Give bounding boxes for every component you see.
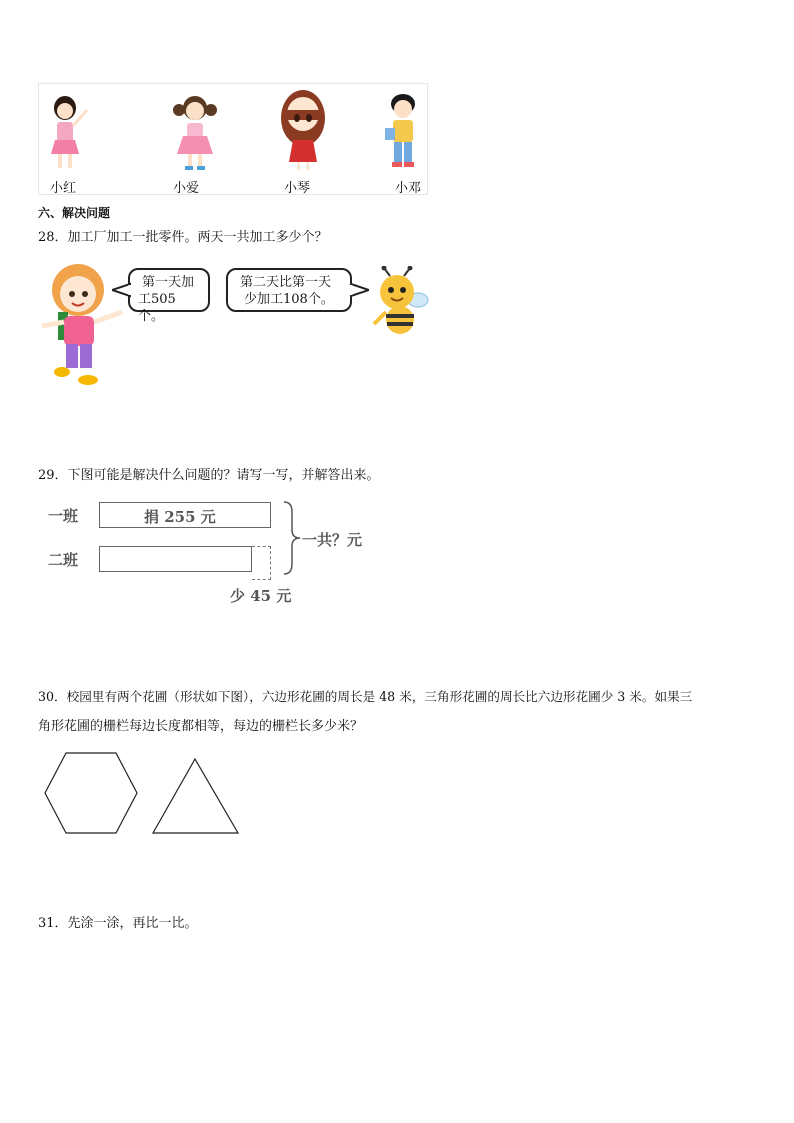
character-name-4: 小邓 (395, 181, 422, 196)
character-name-2: 小爱 (173, 181, 200, 196)
bubble-right-tail (349, 282, 369, 298)
total-brace (282, 500, 302, 576)
girl-xiaoqin-illustration (277, 90, 329, 174)
question-28: 28．加工厂加工一批零件。两天一共加工多少个？ (38, 230, 328, 245)
bubble-left-tail (112, 282, 132, 298)
girl-xiaoai-illustration (167, 92, 223, 174)
triangle-shape (150, 756, 242, 836)
character-name-1: 小红 (50, 181, 77, 196)
class2-label: 二班 (48, 551, 79, 569)
bubble-left-line-2: 工505个。 (138, 292, 176, 324)
speech-bubble-left (128, 268, 210, 324)
hexagon-shape (42, 750, 140, 836)
class2-missing-part (252, 546, 271, 580)
boy-xiaodeng-illustration (383, 92, 425, 174)
girl-xiaohong-illustration (43, 94, 93, 174)
question-29: 29．下图可能是解决什么问题的？请写一写，并解答出来。 (38, 468, 380, 483)
bubble-right-line-1: 第二天比第一天 (240, 275, 332, 290)
character-panel (38, 83, 428, 195)
character-name-3: 小琴 (284, 181, 311, 196)
class1-label: 一班 (48, 507, 79, 525)
question-31: 31．先涂一涂，再比一比。 (38, 916, 198, 931)
class2-bar (99, 546, 252, 572)
bee-illustration (368, 266, 430, 338)
girl-with-backpack-illustration (38, 260, 130, 390)
bubble-left-line-1: 第一天加 (142, 275, 195, 290)
section-title: 六、解决问题 (38, 206, 111, 220)
bubble-right-line-2: 少加工108个。 (244, 292, 334, 307)
total-label: 一共？元 (302, 531, 363, 549)
less-label: 少 45 元 (230, 587, 292, 605)
speech-bubble-right (226, 268, 352, 312)
class1-bar-label: 捐 255 元 (144, 508, 216, 526)
question-30-line-1: 30．校园里有两个花圃（形状如下图），六边形花圃的周长是 48 米，三角形花圃的周长比六边形花圃少 3 米。如果三 (38, 689, 693, 704)
question-30-line-2: 角形花圃的栅栏每边长度都相等，每边的栅栏长多少米？ (38, 719, 364, 734)
